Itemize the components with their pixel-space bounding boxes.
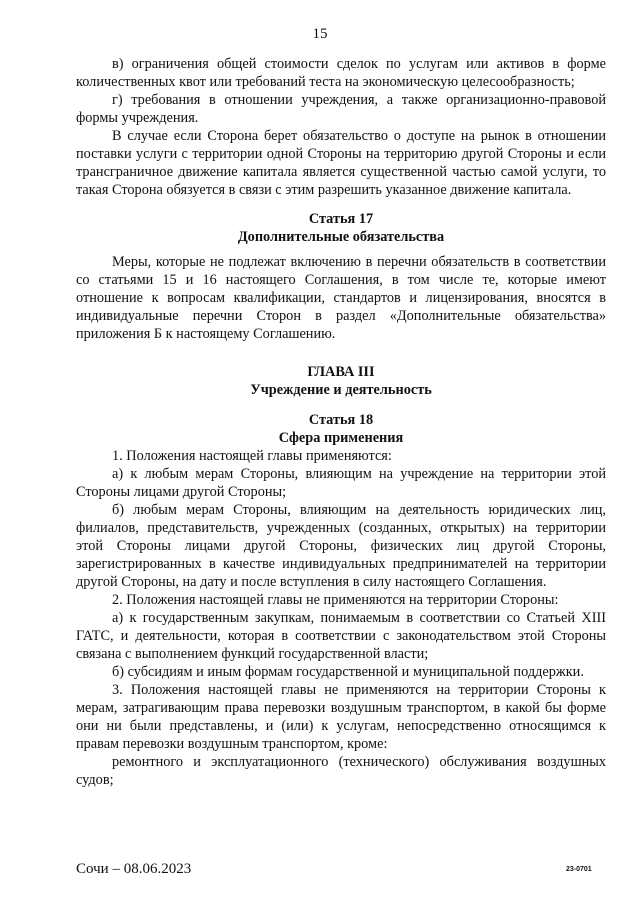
article-17-number: Статья 17 [308,211,374,227]
page-number: 15 [312,26,328,42]
article-18-title: Сфера применения [278,430,404,446]
article-18-paragraph: ремонтного и эксплуатационного (технического) обслуживания воздушных судов; [76,754,606,788]
article-18-paragraph: б) любым мерам Стороны, влияющим на деятельность юридических лиц, филиалов, представительств, учрежденных (созданных, открытых) на территории этой Стороны лицами другой Стороны, физических лиц другой Стороны, зарегистрированных в качестве индивидуальных предпринимателей на территории другой Стороны, на дату и после вступления в силу настоящего Соглашения. [76,502,606,590]
article-18-paragraph: 2. Положения настоящей главы не применяются на территории Стороны: [112,592,559,608]
article-18-paragraph: а) к государственным закупкам, понимаемым в соответствии со Статьей XIII ГАТС, и деятельности, которая в соответствии с законодательством этой Стороны связана с выполнением функций государственной власти; [76,610,606,662]
article-18-paragraph: 3. Положения настоящей главы не применяются на территории Стороны к мерам, затрагивающим права перевозки воздушным транспортом, в какой бы форме они ни были представлены, и (или) к услугам, непосредственно относящимся к правам перевозки воздушным транспортом, кроме: [76,682,606,752]
article-18-paragraph: 1. Положения настоящей главы применяются: [112,448,392,464]
chapter-title: Учреждение и деятельность [250,382,432,398]
article-18-heading [76,411,606,447]
footer-location-date: Сочи – 08.06.2023 [76,861,192,877]
article-18-paragraph: б) субсидиям и иным формам государственной и муниципальной поддержки. [112,664,584,680]
chapter-heading [76,363,606,399]
article-18-paragraph: а) к любым мерам Стороны, влияющим на учреждение на территории этой Стороны лицами другой Стороны; [76,466,606,500]
paragraph-capital-movement: В случае если Сторона берет обязательство о доступе на рынок в отношении поставки услуги с территории одной Стороны на территорию другой Стороны и если трансграничное движение капитала является существенной частью самой услуги, то такая Сторона обязуется в связи с этим разрешить указанное движение капитала. [76,128,606,198]
article-17-text: Меры, которые не подлежат включению в перечни обязательств в соответствии со статьями 15 и 16 настоящего Соглашения, в том числе те, которые имеют отношение к вопросам квалификации, стандартов и лицензирования, вносятся в индивидуальные перечни Сторон в раздел «Дополнительные обязательства» приложения Б к настоящему Соглашению. [76,254,606,342]
chapter-number: ГЛАВА III [307,364,375,380]
article-17-heading [76,210,606,246]
article-18-number: Статья 18 [308,412,374,428]
paragraph-item-g: г) требования в отношении учреждения, а также организационно-правовой формы учреждения. [76,92,606,126]
document-body [76,55,606,789]
footer-doc-code: 23-0701 [566,866,592,873]
article-17-title: Дополнительные обязательства [237,229,445,245]
paragraph-item-v: в) ограничения общей стоимости сделок по услугам или активов в форме количественных квот или требований теста на экономическую целесообразность; [76,56,606,90]
